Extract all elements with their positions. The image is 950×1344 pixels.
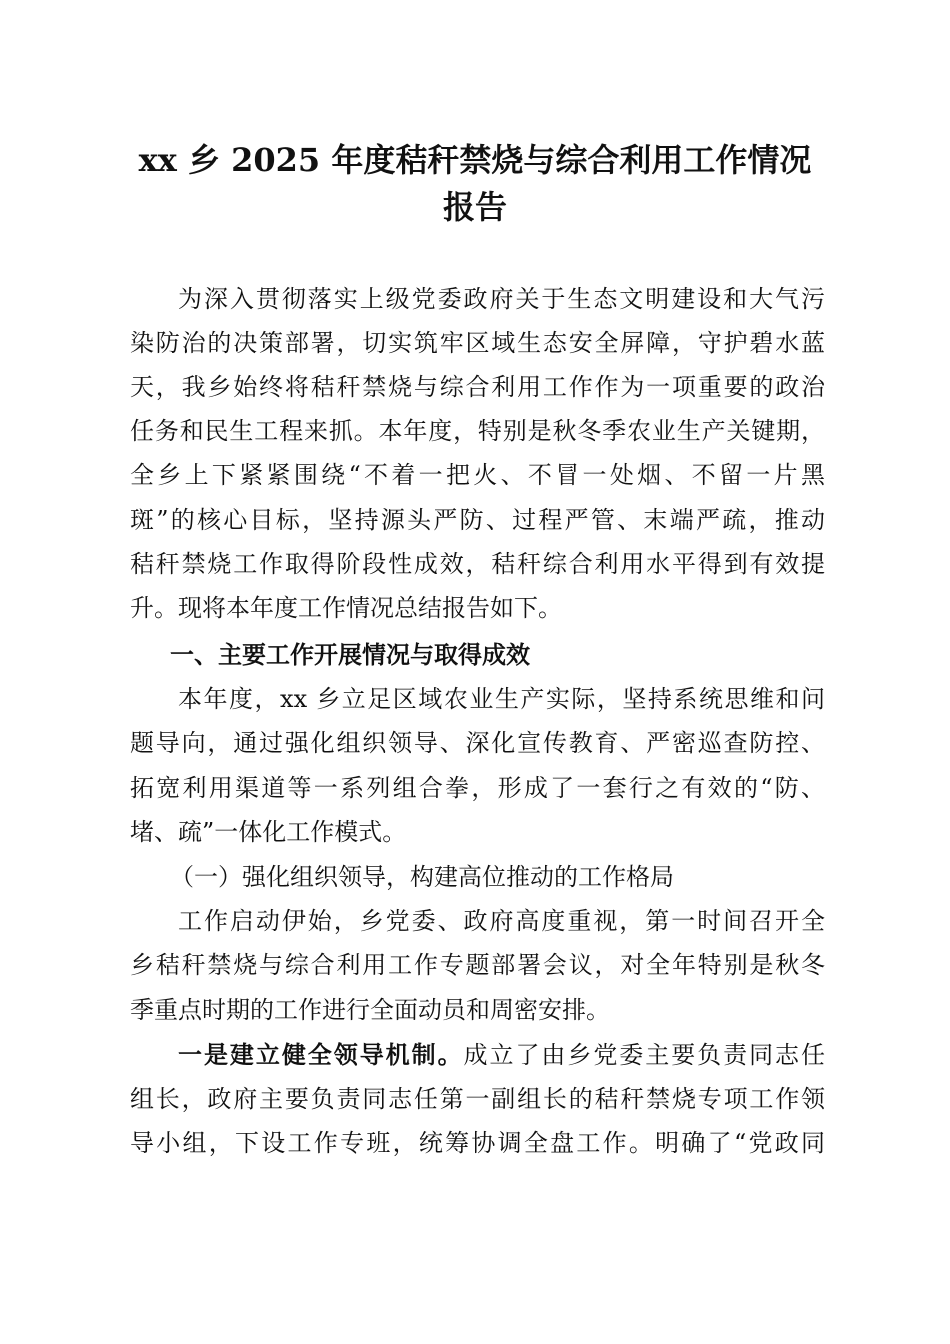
section-paragraph-line: 拓宽利用渠道等一系列组合拳，形成了一套行之有效的“防、 <box>130 774 825 802</box>
intro-line: 斑”的核心目标，坚持源头严防、过程严管、末端严疏，推动 <box>130 506 825 534</box>
intro-line: 为深入贯彻落实上级党委政府关于生态文明建设和大气污 <box>178 285 825 313</box>
intro-line: 染防治的决策部署，切实筑牢区域生态安全屏障，守护碧水蓝 <box>130 329 825 357</box>
document-title-line-2: 报告 <box>442 188 507 226</box>
document-title-line-1: xx 乡 2025 年度秸秆禁烧与综合利用工作情况 <box>138 141 812 179</box>
section-paragraph-line: 题导向，通过强化组织领导、深化宣传教育、严密巡查防控、 <box>130 729 825 757</box>
subsection-heading: （一）强化组织领导，构建高位推动的工作格局 <box>170 863 674 891</box>
point-one-line: 导小组，下设工作专班，统筹协调全盘工作。明确了“党政同 <box>130 1129 825 1157</box>
intro-line: 升。现将本年度工作情况总结报告如下。 <box>130 594 562 622</box>
intro-line: 秸秆禁烧工作取得阶段性成效，秸秆综合利用水平得到有效提 <box>130 550 825 578</box>
intro-line: 任务和民生工程来抓。本年度，特别是秋冬季农业生产关键期， <box>130 417 825 445</box>
point-one-text: 成立了由乡党委主要负责同志任 <box>463 1041 826 1069</box>
point-one-lead: 一是建立健全领导机制。 <box>178 1040 464 1069</box>
intro-line: 天，我乡始终将秸秆禁烧与综合利用工作作为一项重要的政治 <box>130 373 825 401</box>
section-heading: 一、主要工作开展情况与取得成效 <box>170 641 530 669</box>
section-paragraph-line: 堵、疏”一体化工作模式。 <box>130 818 407 846</box>
subsection-paragraph-line: 乡秸秆禁烧与综合利用工作专题部署会议，对全年特别是秋冬 <box>130 951 825 979</box>
subsection-paragraph-line: 季重点时期的工作进行全面动员和周密安排。 <box>130 996 610 1024</box>
subsection-paragraph-line: 工作启动伊始，乡党委、政府高度重视，第一时间召开全 <box>178 907 825 935</box>
section-paragraph-line: 本年度，xx 乡立足区域农业生产实际，坚持系统思维和问 <box>178 685 825 713</box>
point-one-line <box>178 1040 825 1070</box>
point-one-line: 组长，政府主要负责同志任第一副组长的秸秆禁烧专项工作领 <box>130 1085 825 1113</box>
intro-line: 全乡上下紧紧围绕“不着一把火、不冒一处烟、不留一片黑 <box>130 461 825 489</box>
